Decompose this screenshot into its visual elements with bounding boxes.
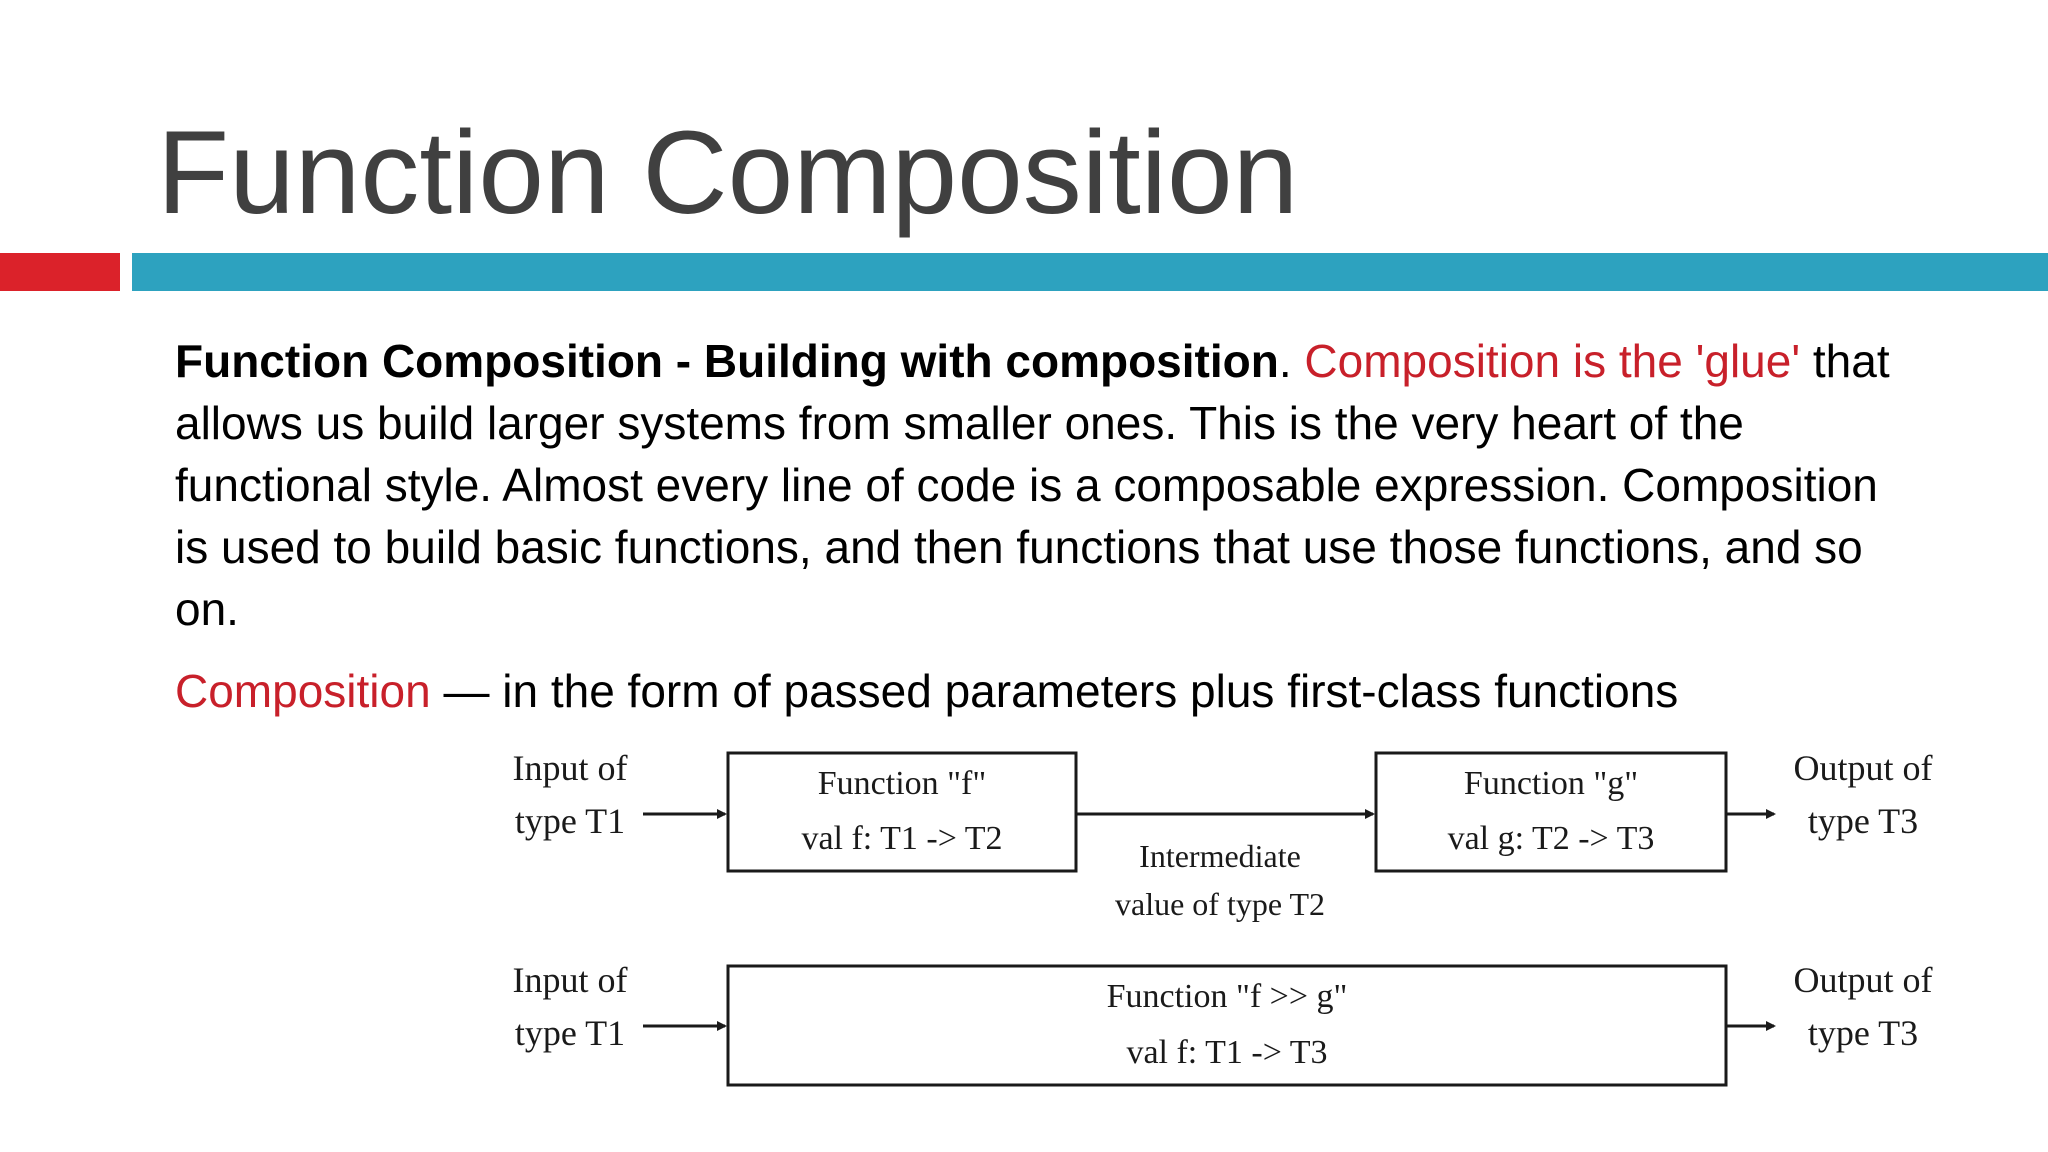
top-row [513, 748, 1933, 922]
highlight-glue-phrase: Composition is the 'glue' [1304, 335, 1801, 387]
slide-title: Function Composition [157, 107, 1299, 239]
function-fg-signature: val f: T1 -> T3 [1126, 1034, 1328, 1071]
intermediate-label-line1: Intermediate [1139, 838, 1301, 874]
composition-diagram [480, 735, 1960, 1105]
bottom-input-label-line2: type T1 [514, 1013, 626, 1053]
bottom-output-label-line2: type T3 [1807, 1013, 1919, 1053]
bottom-output-label-line1: Output of [1793, 960, 1933, 1000]
function-fg-title: Function "f >> g" [1106, 978, 1348, 1015]
top-input-label-line2: type T1 [514, 801, 626, 841]
body-paragraph-2 [175, 660, 1915, 722]
function-f-signature: val f: T1 -> T2 [801, 820, 1003, 857]
function-f-title: Function "f" [817, 765, 987, 802]
bottom-row [513, 960, 1933, 1085]
title-accent-bar-blue [132, 253, 2048, 291]
top-output-label-line1: Output of [1793, 748, 1933, 788]
paragraph-1-text: that allows us build larger systems from smaller ones. This is the very heart of the functional style. Almost every line of code is a composable expression. Composition is used to build basic functions, and then functions that use those functions, and so on. [175, 335, 1890, 635]
top-input-label-line1: Input of [512, 748, 628, 788]
body-text [175, 330, 1915, 722]
paragraph-2-text: — in the form of passed parameters plus first-class functions [430, 665, 1679, 717]
body-paragraph-1 [175, 330, 1915, 640]
function-g-title: Function "g" [1463, 765, 1639, 802]
highlight-composition-word: Composition [175, 665, 431, 717]
title-accent-bar-red [0, 253, 120, 291]
intermediate-label-line2: value of type T2 [1114, 886, 1326, 922]
bottom-input-label-line1: Input of [512, 960, 628, 1000]
top-output-label-line2: type T3 [1807, 801, 1919, 841]
function-g-signature: val g: T2 -> T3 [1447, 820, 1655, 857]
lead-period: . [1278, 335, 1305, 387]
lead-bold-phrase: Function Composition - Building with composition [175, 335, 1279, 387]
